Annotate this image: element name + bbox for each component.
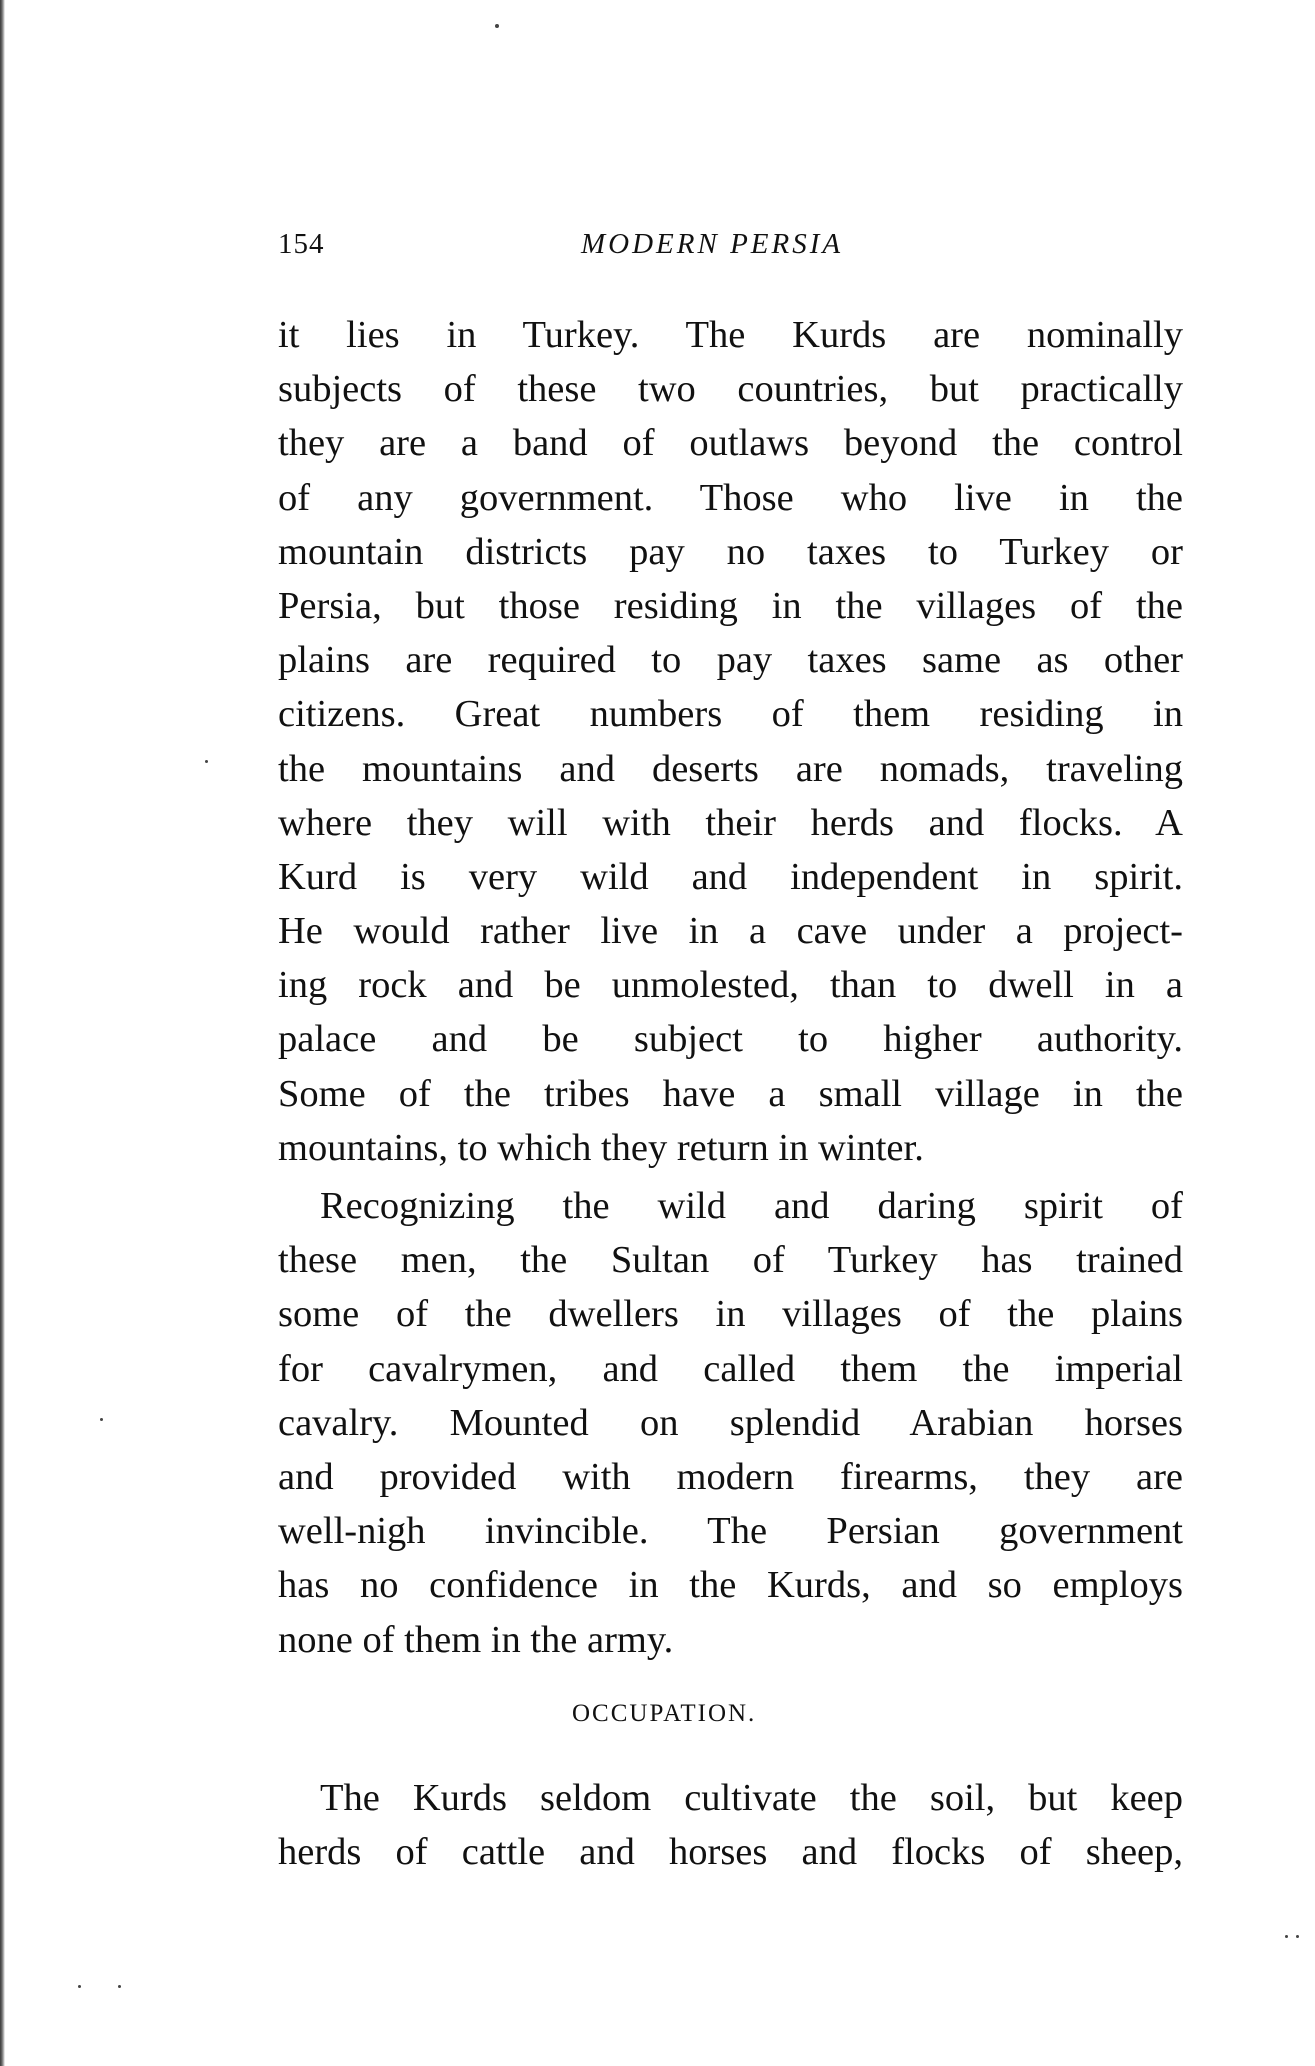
scan-speck	[495, 24, 499, 28]
text-line: subjects of these two countries, but practically	[278, 368, 1183, 411]
scan-speck	[1285, 1935, 1288, 1938]
text-line: mountain districts pay no taxes to Turkey or	[278, 530, 1183, 573]
page-number: 154	[278, 228, 325, 260]
scan-speck	[118, 1985, 121, 1988]
text-line: citizens. Great numbers of them residing in	[278, 693, 1183, 736]
text-line: The Kurds seldom cultivate the soil, but keep	[320, 1777, 1183, 1819]
scan-speck	[205, 760, 208, 763]
section-heading: OCCUPATION.	[572, 1700, 757, 1727]
running-title: MODERN PERSIA	[581, 228, 844, 260]
text-line: these men, the Sultan of Turkey has trained	[278, 1239, 1183, 1282]
text-line: He would rather live in a cave under a project-	[278, 910, 1183, 953]
text-line: of any government. Those who live in the	[278, 476, 1183, 519]
text-line: well-nigh invincible. The Persian government	[278, 1510, 1183, 1553]
text-line: it lies in Turkey. The Kurds are nominally	[278, 314, 1183, 356]
paragraph-3	[278, 1771, 1183, 1879]
text-line: some of the dwellers in villages of the plains	[278, 1293, 1183, 1336]
text-line: mountains, to which they return in winter.	[278, 1126, 924, 1169]
text-line: for cavalrymen, and called them the imperial	[278, 1347, 1183, 1390]
paragraph-1	[278, 308, 1183, 1175]
text-line: plains are required to pay taxes same as other	[278, 639, 1183, 682]
running-head	[278, 228, 1178, 278]
paragraph-2	[278, 1179, 1183, 1667]
text-line: they are a band of outlaws beyond the control	[278, 422, 1183, 465]
text-line: Some of the tribes have a small village in the	[278, 1072, 1183, 1115]
text-line: palace and be subject to higher authority.	[278, 1018, 1183, 1061]
text-line: ing rock and be unmolested, than to dwell in a	[278, 964, 1183, 1007]
text-line: and provided with modern firearms, they are	[278, 1455, 1183, 1498]
text-line: none of them in the army.	[278, 1618, 674, 1661]
text-line: Persia, but those residing in the villages of the	[278, 584, 1183, 627]
text-line: cavalry. Mounted on splendid Arabian horses	[278, 1401, 1183, 1444]
scan-speck	[78, 1985, 81, 1988]
scan-speck	[1296, 1935, 1299, 1938]
page-binding-edge	[0, 0, 5, 2066]
text-line: where they will with their herds and flocks. A	[278, 801, 1183, 844]
text-line: Recognizing the wild and daring spirit of	[320, 1185, 1183, 1227]
scan-speck	[100, 1418, 103, 1421]
text-line: herds of cattle and horses and flocks of sheep,	[278, 1831, 1183, 1874]
text-line: Kurd is very wild and independent in spirit.	[278, 855, 1183, 898]
text-line: has no confidence in the Kurds, and so employs	[278, 1564, 1183, 1607]
text-line: the mountains and deserts are nomads, traveling	[278, 747, 1183, 790]
